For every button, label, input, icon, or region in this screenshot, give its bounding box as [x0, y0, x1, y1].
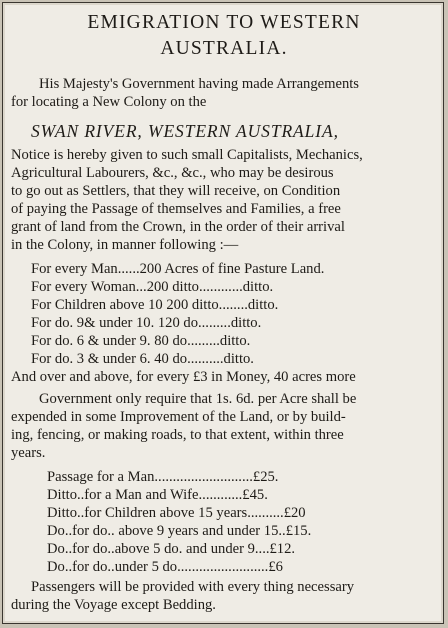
- location-subheading: SWAN RIVER, WESTERN AUSTRALIA,: [31, 121, 339, 141]
- grant-line: For do. 3 & under 6. 40 do..........ditto.: [31, 351, 254, 367]
- notice-line: grant of land from the Crown, in the order of their arrival: [11, 219, 345, 235]
- notice-line: Agricultural Labourers, &c., &c., who may be desirous: [11, 165, 334, 181]
- intro-line-2: for locating a New Colony on the: [11, 94, 207, 110]
- government-line: expended in some Improvement of the Land, or by build-: [11, 409, 346, 425]
- passage-line: Passage for a Man...........................£25.: [47, 469, 279, 485]
- government-line: years.: [11, 445, 46, 461]
- notice-line: to go out as Settlers, that they will receive, on Condition: [11, 183, 341, 199]
- notice-line: in the Colony, in manner following :—: [11, 237, 239, 253]
- grant-line: For every Woman...200 ditto............ditto.: [31, 279, 274, 295]
- grant-line: For Children above 10 200 ditto........ditto.: [31, 297, 279, 313]
- over-and-above-line: And over and above, for every £3 in Money, 40 acres more: [11, 369, 356, 385]
- headline-line-1: EMIGRATION TO WESTERN: [87, 12, 361, 33]
- grant-line: For do. 9& under 10. 120 do.........ditto.: [31, 315, 262, 331]
- intro-line-1: His Majesty's Government having made Arrangements: [39, 76, 359, 92]
- notice-line: Notice is hereby given to such small Capitalists, Mechanics,: [11, 147, 363, 163]
- grant-line: For every Man......200 Acres of fine Pasture Land.: [31, 261, 325, 277]
- passage-line: Ditto..for a Man and Wife............£45.: [47, 487, 268, 503]
- passengers-line: during the Voyage except Bedding.: [11, 597, 216, 613]
- passage-line: Ditto..for Children above 15 years..........£20: [47, 505, 306, 521]
- government-line: Government only require that 1s. 6d. per Acre shall be: [39, 391, 357, 407]
- passengers-line: Passengers will be provided with every thing necessary: [31, 579, 355, 595]
- government-line: ing, fencing, or making roads, to that extent, within three: [11, 427, 344, 443]
- passage-line: Do..for do..above 5 do. and under 9....£12.: [47, 541, 296, 557]
- headline-line-2: AUSTRALIA.: [160, 38, 288, 59]
- passage-line: Do..for do..under 5 do.........................£6: [47, 559, 283, 575]
- passage-line: Do..for do.. above 9 years and under 15..£15.: [47, 523, 312, 539]
- notice-line: of paying the Passage of themselves and Families, a free: [11, 201, 341, 217]
- newspaper-advertisement: [2, 2, 444, 624]
- grant-line: For do. 6 & under 9. 80 do.........ditto.: [31, 333, 251, 349]
